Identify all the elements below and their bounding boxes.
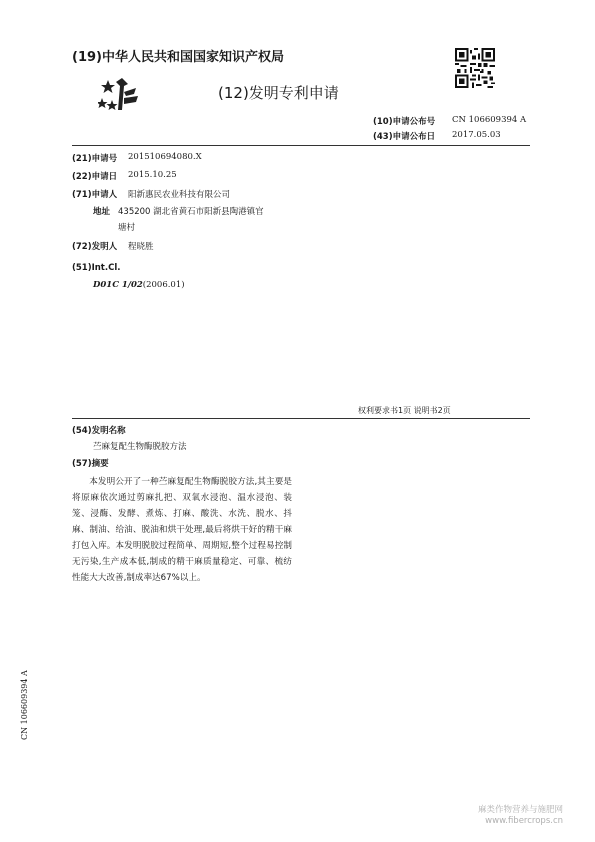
pub-no-value: CN 106609394 A [452,115,527,125]
app-date-value: 2015.10.25 [128,170,177,180]
address-line-2: 塘村 [118,223,136,233]
side-publication-no: CN 106609394 A [20,670,29,740]
qr-code-icon [455,48,495,88]
title-label: (54)发明名称 [72,426,126,436]
document-type: (12)发明专利申请 [218,84,339,102]
abstract-body: 本发明公开了一种苎麻复配生物酶脱胶方法,其主要是将原麻依次通过剪麻扎把、双氧水浸泡、温水浸泡、装笼、浸酶、发酵、煮炼、打麻、酸洗、水洗、脱水、抖麻、制油、给油、脱油和烘干处理,最后将烘干好的精干麻打包入库。本发明脱胶过程简单、周期短,整个过程易控制无污染,生产成本低,制成的精干麻质量稳定、可靠、梳纺性能大大改善,制成率达67%以上。 [72,477,292,583]
address-label: 地址 [93,207,111,217]
applicant-label: (71)申请人 [72,190,118,200]
address-line-1: 435200 湖北省黄石市阳新县陶港镇官 [118,207,264,217]
app-no-label: (21)申请号 [72,154,118,164]
cnipa-logo-icon [98,74,142,118]
watermark-line-1: 麻类作物营养与施肥网 [478,805,564,815]
app-date-label: (22)申请日 [72,172,118,182]
invention-title: 苎麻复配生物酶脱胶方法 [93,442,187,452]
pages-note: 权利要求书1页 说明书2页 [358,406,451,415]
pub-date-value: 2017.05.03 [452,130,501,140]
header-divider [72,145,530,146]
pub-no-label: (10)申请公布号 [373,117,436,127]
intcl-year: (2006.01) [142,280,185,290]
intcl-code: D01C 1/02 [93,280,143,290]
intcl-label: (51)Int.Cl. [72,263,121,273]
applicant-value: 阳新惠民农业科技有限公司 [128,190,231,200]
pub-date-label: (43)申请公布日 [373,132,436,142]
intcl-entry [93,280,185,290]
inventor-label: (72)发明人 [72,242,118,252]
watermark [478,805,563,827]
app-no-value: 201510694080.X [128,152,202,162]
office-name: (19)中华人民共和国国家知识产权局 [72,50,284,65]
pages-divider [72,418,530,419]
inventor-value: 程晓胜 [128,242,154,252]
abstract-label: (57)摘要 [72,459,109,469]
watermark-line-2: www.fibercrops.cn [485,816,564,826]
